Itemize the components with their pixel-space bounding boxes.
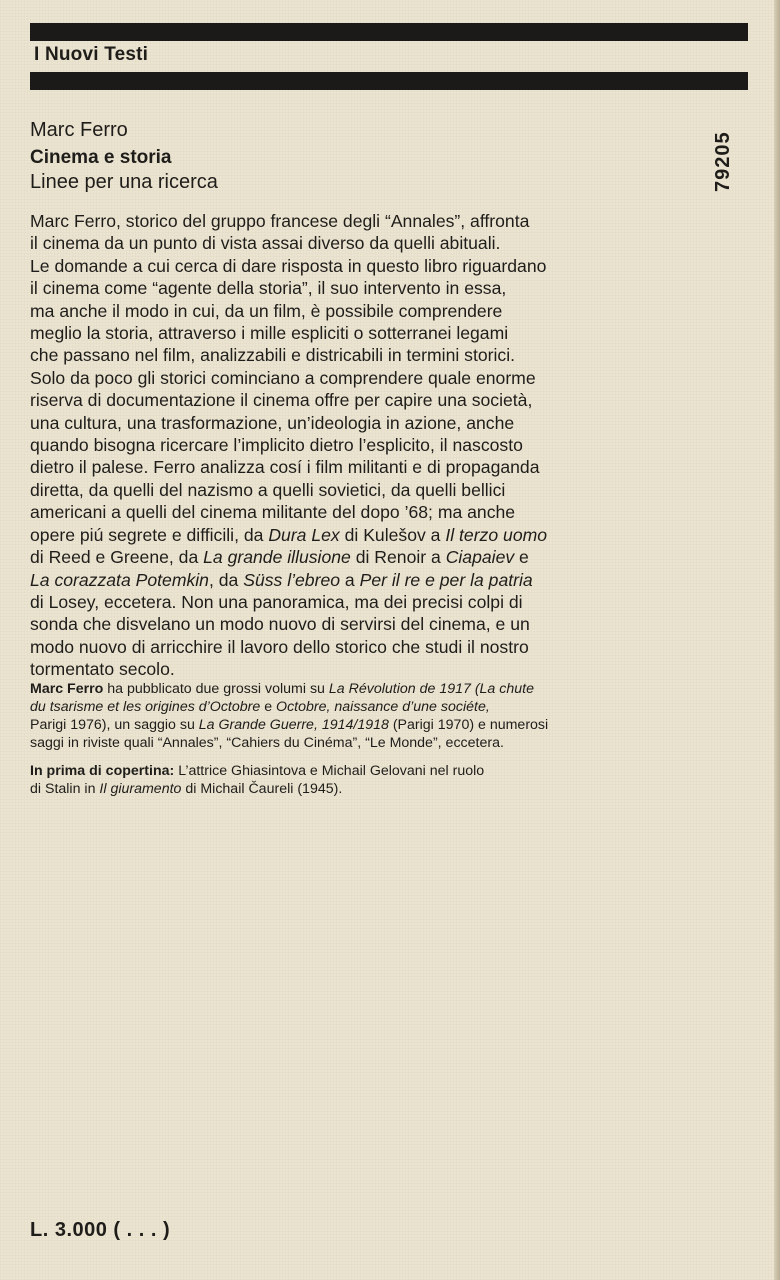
note-line: saggi in riviste quali “Annales”, “Cahiers du Cinéma”, “Le Monde”, eccetera. xyxy=(30,735,504,751)
film-title: Dura Lex xyxy=(268,524,340,545)
blurb-line: modo nuovo di arricchire il lavoro dello storico che studi il nostro xyxy=(30,636,529,657)
blurb-fragment: , da xyxy=(208,569,244,590)
blurb-fragment: e xyxy=(514,547,529,568)
note-fragment: di Michail Čaureli (1945). xyxy=(181,781,343,797)
film-title: La grande illusione xyxy=(203,547,351,568)
blurb-line: di Losey, eccetera. Non una panoramica, ma dei precisi colpi di xyxy=(30,591,523,612)
blurb-line xyxy=(30,569,710,591)
note-fragment: e xyxy=(260,699,277,715)
price-label: L. 3.000 ( . . . ) xyxy=(30,1219,171,1241)
film-title: Il giuramento xyxy=(99,781,182,797)
cover-note-label: In prima di copertina: xyxy=(30,763,175,779)
cover-note xyxy=(30,762,750,798)
note-fragment: di Stalin in xyxy=(30,781,100,797)
work-title: Octobre, naissance d’une sociéte, xyxy=(276,699,490,715)
notes-section xyxy=(30,680,750,808)
note-line xyxy=(30,780,750,798)
blurb-line: che passano nel film, analizzabili e districabili in termini storici. xyxy=(30,345,516,366)
blurb-line: il cinema come “agente della storia”, il suo intervento in essa, xyxy=(30,278,507,299)
top-rule-bar xyxy=(30,23,748,41)
blurb-line: tormentato secolo. xyxy=(30,659,175,680)
note-line xyxy=(30,698,750,716)
blurb-fragment: a xyxy=(340,569,360,590)
author-note xyxy=(30,680,750,752)
blurb-line: americani a quelli del cinema militante del dopo ’68; ma anche xyxy=(30,502,516,523)
blurb-fragment: di Renoir a xyxy=(350,547,446,568)
note-fragment: Parigi 1976), un saggio su xyxy=(30,717,199,733)
blurb-line: diretta, da quelli del nazismo a quelli sovietici, da quelli bellici xyxy=(30,479,506,500)
blurb-line: ma anche il modo in cui, da un film, è possibile comprendere xyxy=(30,300,503,321)
note-line xyxy=(30,762,750,780)
blurb-line: sonda che disvelano un modo nuovo di servirsi del cinema, e un xyxy=(30,614,530,635)
book-title: Cinema e storia xyxy=(30,147,172,168)
bottom-rule-bar xyxy=(30,72,748,90)
film-title: Süss l’ebreo xyxy=(243,569,341,590)
work-title: La Grande Guerre, 1914/1918 xyxy=(198,717,389,733)
note-fragment: ha pubblicato due grossi volumi su xyxy=(103,681,329,697)
blurb-fragment: di Reed e Greene, da xyxy=(30,547,204,568)
note-fragment: L’attrice Ghiasintova e Michail Gelovani nel ruolo xyxy=(174,763,485,779)
film-title: Ciapaiev xyxy=(445,547,515,568)
film-title: Il terzo uomo xyxy=(445,524,548,545)
blurb-line: una cultura, una trasformazione, un’ideologia in azione, anche xyxy=(30,412,515,433)
note-author: Marc Ferro xyxy=(30,681,104,697)
blurb-line: il cinema da un punto di vista assai diverso da quelli abituali. xyxy=(30,233,501,254)
note-fragment: (Parigi 1970) e numerosi xyxy=(388,717,549,733)
film-title: Per il re e per la patria xyxy=(359,569,533,590)
blurb-line: meglio la storia, attraverso i mille espliciti o sotterranei legami xyxy=(30,323,509,344)
blurb-line xyxy=(30,546,710,568)
blurb-line: Le domande a cui cerca di dare risposta in questo libro riguardano xyxy=(30,255,547,276)
blurb-text xyxy=(30,210,710,681)
blurb-line: dietro il palese. Ferro analizza cosí i film militanti e di propaganda xyxy=(30,457,540,478)
blurb-line: Solo da poco gli storici cominciano a comprendere quale enorme xyxy=(30,367,536,388)
film-title: La corazzata Potemkin xyxy=(30,569,209,590)
catalog-number: 79205 xyxy=(712,131,734,192)
blurb-line: riserva di documentazione il cinema offre per capire una società, xyxy=(30,390,533,411)
author-name: Marc Ferro xyxy=(30,119,128,141)
blurb-line: Marc Ferro, storico del gruppo francese degli “Annales”, affronta xyxy=(30,211,530,231)
blurb-fragment: opere piú segrete e difficili, da xyxy=(30,524,269,545)
book-subtitle: Linee per una ricerca xyxy=(30,171,218,193)
series-name: I Nuovi Testi xyxy=(34,44,149,65)
note-line xyxy=(30,716,750,734)
work-title: La Révolution de 1917 (La chute xyxy=(328,681,534,697)
blurb-line xyxy=(30,524,710,546)
page-edge xyxy=(774,0,780,1280)
blurb-fragment: di Kulešov a xyxy=(339,524,446,545)
note-line xyxy=(30,680,750,698)
work-title: du tsarisme et les origines d’Octobre xyxy=(30,699,261,715)
blurb-line: quando bisogna ricercare l’implicito dietro l’esplicito, il nascosto xyxy=(30,435,523,456)
